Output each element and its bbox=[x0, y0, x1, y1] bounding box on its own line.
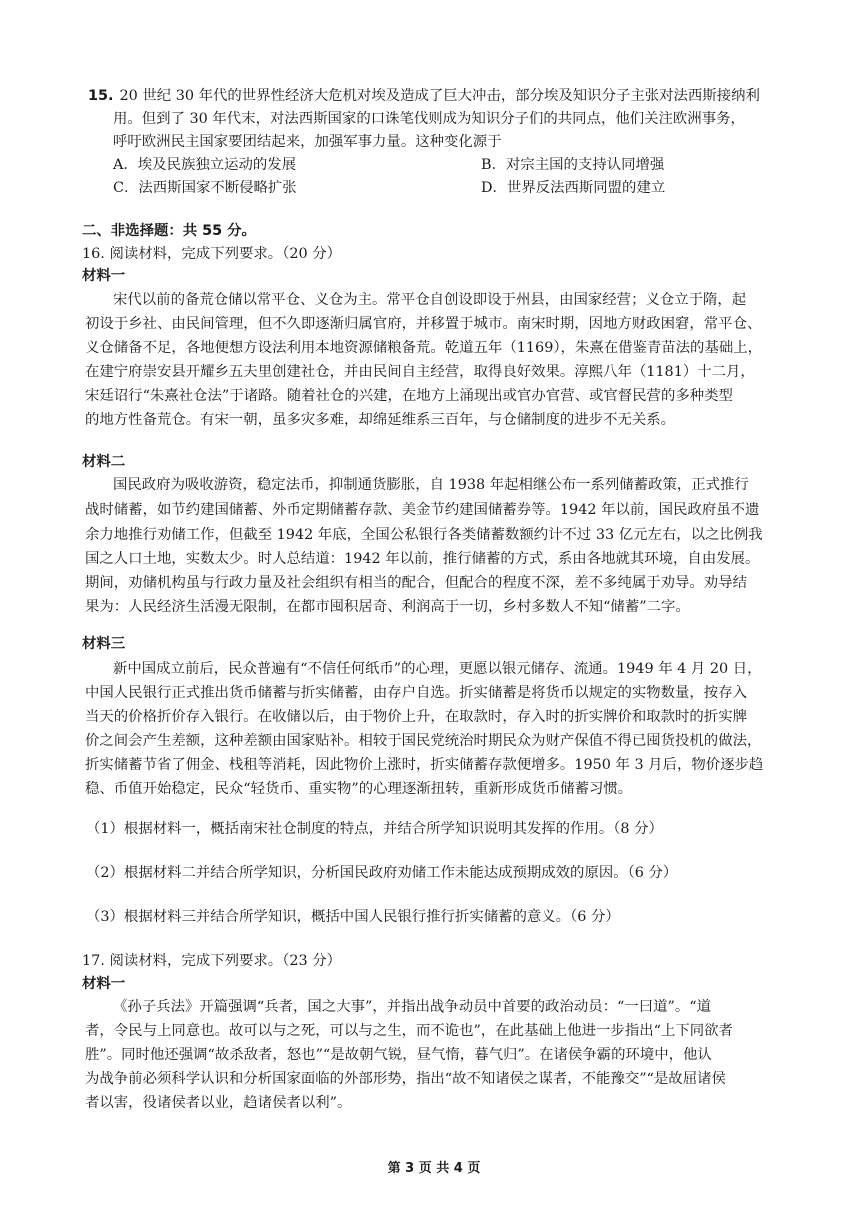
q17-heading: 17. 阅读材料，完成下列要求。（23 分） bbox=[82, 953, 342, 969]
q16-subquestion-2: （2）根据材料二并结合所学知识，分析国民政府劝储工作未能达成预期成效的原因。（6 分） bbox=[86, 865, 678, 881]
q16-material-3-line: 稳、币值开始稳定，民众“轻货币、重实物”的心理逐渐扭转，重新形成货币储蓄习惯。 bbox=[85, 781, 633, 797]
q16-material-1-line: 义仓储备不足，各地便想方设法利用本地资源储粮备荒。乾道五年（1169），朱熹在借鉴青苗法的基础上， bbox=[85, 340, 763, 356]
q17-material-1-line: 者以害，役诸侯者以业，趋诸侯者以利”。 bbox=[85, 1095, 352, 1111]
q16-material-3-line: 新中国成立前后，民众普遍有“不信任何纸币”的心理，更愿以银元储存、流通。1949 年 4 月 20 日， bbox=[113, 661, 762, 677]
q17-material-1-title: 材料一 bbox=[82, 976, 126, 992]
q16-material-3-title: 材料三 bbox=[82, 636, 126, 652]
q16-material-1-line: 宋廷诏行“朱熹社仓法”于诸路。随着社仓的兴建，在地方上涌现出或官办官营、或官督民营的多种类型 bbox=[85, 388, 733, 404]
q15-option-d: D．世界反法西斯同盟的建立 bbox=[481, 180, 666, 196]
q15-number: 15. bbox=[88, 88, 114, 104]
q16-material-1-line: 的地方性备荒仓。有宋一朝，虽多灾多难，却绵延维系三百年，与仓储制度的进步不无关系。 bbox=[85, 412, 676, 428]
q15-option-b: B．对宗主国的支持认同增强 bbox=[481, 157, 665, 173]
q16-material-1-title: 材料一 bbox=[82, 268, 126, 284]
q16-subquestion-3: （3）根据材料三并结合所学知识，概括中国人民银行推行折实储蓄的意义。（6 分） bbox=[86, 909, 620, 925]
q15-stem-line: 20 世纪 30 年代的世界性经济大危机对埃及造成了巨大冲击，部分埃及知识分子主张对法西斯接纳利 bbox=[119, 88, 760, 104]
q16-material-2-line: 果为：人民经济生活漫无限制，在都市囤积居奇、利润高于一切，乡村多数人不知“储蓄”二字。 bbox=[85, 599, 690, 615]
q16-material-3-line: 中国人民银行正式推出货币储蓄与折实储蓄，由存户自选。折实储蓄是将货币以规定的实物数量，按存入 bbox=[85, 685, 747, 701]
q16-subquestion-1: （1）根据材料一，概括南宋社仓制度的特点，并结合所学知识说明其发挥的作用。（8 分） bbox=[86, 821, 663, 837]
q16-material-2-line: 余力地推行劝储工作，但截至 1942 年底，全国公私银行各类储蓄数额约计不过 33 亿元左右，以之比例我 bbox=[85, 527, 763, 543]
q16-heading: 16. 阅读材料，完成下列要求。（20 分） bbox=[82, 246, 342, 262]
q17-material-1-line: 胜”。同时他还强调“故杀敌者，怒也”“是故朝气锐，昼气惰，暮气归”。在诸侯争霸的环境中，他认 bbox=[85, 1047, 712, 1063]
q15-option-a: A．埃及民族独立运动的发展 bbox=[113, 157, 297, 173]
q16-material-2-line: 战时储蓄，如节约建国储蓄、外币定期储蓄存款、美金节约建国储蓄券等。1942 年以前，国民政府虽不遗 bbox=[85, 502, 760, 518]
q15-line-1 bbox=[88, 86, 760, 106]
q16-material-1-line: 在建宁府崇安县开耀乡五夫里创建社仓，并由民间自主经营，取得良好效果。淳熙八年（1181）十二月， bbox=[85, 364, 755, 380]
section-title: 二、非选择题：共 55 分。 bbox=[82, 223, 256, 239]
q16-material-3-line: 价之间会产生差额，这种差额由国家贴补。相较于国民党统治时期民众为财产保值不得已囤货投机的做法， bbox=[85, 733, 762, 749]
q17-material-1-line: 者，令民与上同意也。故可以与之死，可以与之生，而不诡也”，在此基础上他进一步指出“上下同欲者 bbox=[85, 1023, 733, 1039]
q16-material-2-title: 材料二 bbox=[82, 454, 126, 470]
page-number-footer: 第 3 页 共 4 页 bbox=[387, 1161, 481, 1176]
q15-stem-line: 用。但到了 30 年代末，对法西斯国家的口诛笔伐则成为知识分子们的共同点，他们关注欧洲事务， bbox=[113, 111, 745, 127]
q16-material-2-line: 国民政府为吸收游资，稳定法币，抑制通货膨胀，自 1938 年起相继公布一系列储蓄政策，正式推行 bbox=[113, 477, 749, 493]
q16-material-2-line: 期间，劝储机构虽与行政力量及社会组织有相当的配合，但配合的程度不深，差不多纯属于劝导。劝导结 bbox=[85, 575, 747, 591]
q17-material-1-line: 为战争前必须科学认识和分析国家面临的外部形势，指出“故不知诸侯之谋者，不能豫交”“是故屈诸侯 bbox=[85, 1071, 726, 1087]
q16-material-3-line: 折实储蓄节省了佣金、栈租等消耗，因此物价上涨时，折实储蓄存款便增多。1950 年 3 月后，物价逐步趋 bbox=[85, 757, 764, 773]
q17-material-1-line: 《孙子兵法》开篇强调“兵者，国之大事”，并指出战争动员中首要的政治动员：“一曰道”。“道 bbox=[113, 999, 712, 1015]
q16-material-1-line: 宋代以前的备荒仓储以常平仓、义仓为主。常平仓自创设即设于州县，由国家经营；义仓立于隋，起 bbox=[113, 292, 747, 308]
q16-material-3-line: 当天的价格折价存入银行。在收储以后，由于物价上升，在取款时，存入时的折实牌价和取款时的折实牌 bbox=[85, 709, 747, 725]
q16-material-2-line: 国之人口土地，实数太少。时人总结道：1942 年以前，推行储蓄的方式，系由各地就其环境，自由发展。 bbox=[85, 551, 760, 567]
q15-option-c: C．法西斯国家不断侵略扩张 bbox=[113, 180, 297, 196]
q15-stem-line: 呼吁欧洲民主国家要团结起来，加强军事力量。这种变化源于 bbox=[113, 134, 502, 150]
q16-material-1-line: 初设于乡社、由民间管理，但不久即逐渐归属官府，并移置于城市。南宋时期，因地方财政困窘，常平仓、 bbox=[85, 316, 762, 332]
